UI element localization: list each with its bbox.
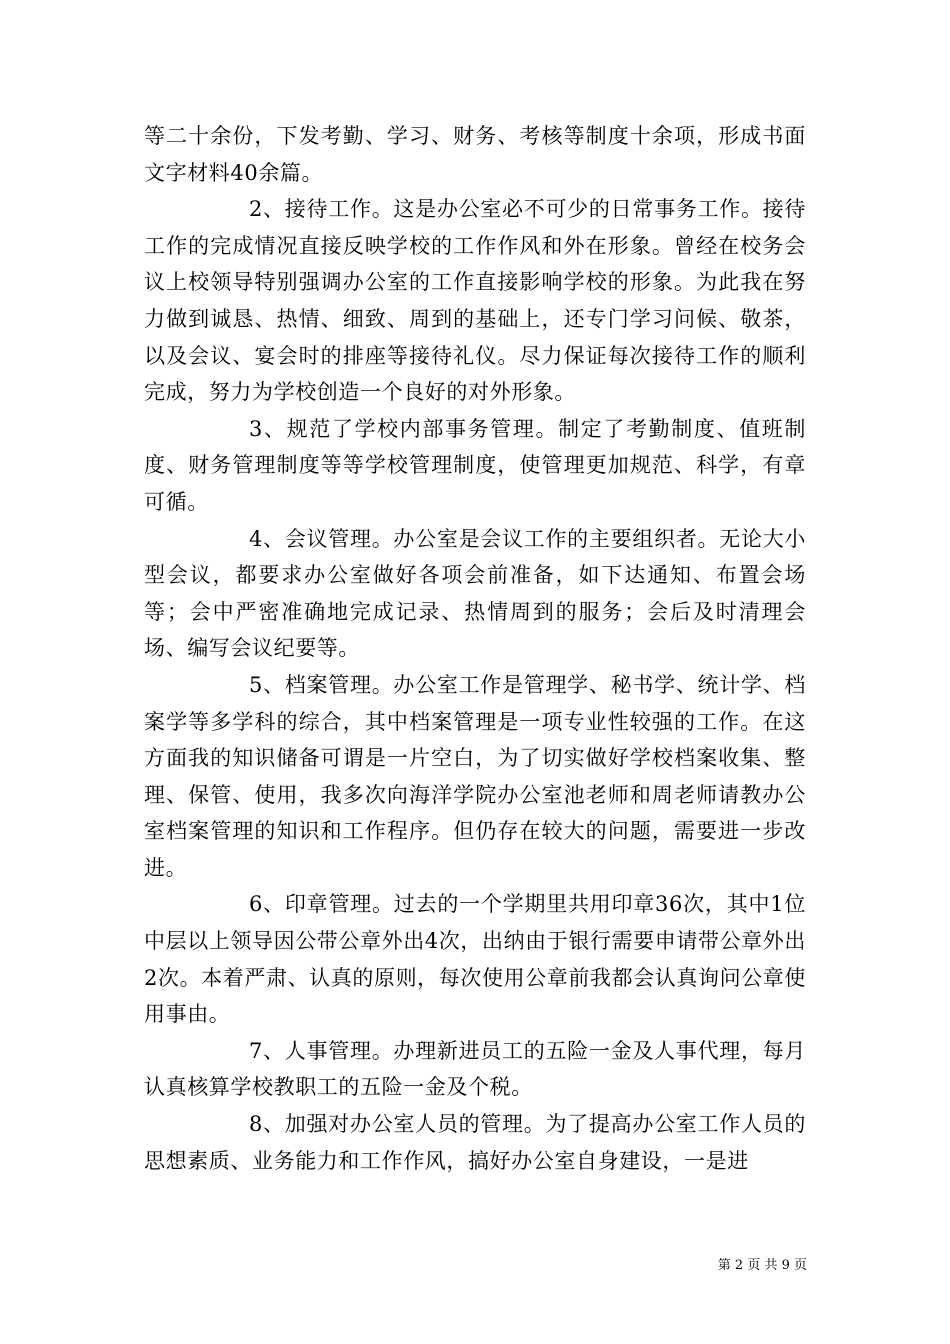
- paragraph-personnel-management: 7、人事管理。办理新进员工的五险一金及人事代理，每月认真核算学校教职工的五险一金及个税。: [144, 1038, 806, 1100]
- page-number-footer: 第 2 页 共 9 页: [717, 1258, 807, 1273]
- paragraph-meeting-management: 4、会议管理。办公室是会议工作的主要组织者。无论大小型会议，都要求办公室做好各项会前准备，如下达通知、布置会场等；会中严密准确地完成记录、热情周到的服务；会后及时清理会场、编写会议纪要等。: [144, 526, 806, 661]
- document-body: [144, 118, 806, 1179]
- paragraph-archive-management: 5、档案管理。办公室工作是管理学、秘书学、统计学、档案学等多学科的综合，其中档案管理是一项专业性较强的工作。在这方面我的知识储备可谓是一片空白，为了切实做好学校档案收集、整理、保管、使用，我多次向海洋学院办公室池老师和周老师请教办公室档案管理的知识和工作程序。但仍存在较大的问题，需要进一步改进。: [144, 672, 806, 880]
- paragraph-seal-management: 6、印章管理。过去的一个学期里共用印章36次，其中1位中层以上领导因公带公章外出4次，出纳由于银行需要申请带公章外出2次。本着严肃、认真的原则，每次使用公章前我都会认真询问公章使用事由。: [144, 892, 806, 1027]
- paragraph-internal-affairs: 3、规范了学校内部事务管理。制定了考勤制度、值班制度、财务管理制度等等学校管理制度，使管理更加规范、科学，有章可循。: [144, 416, 806, 514]
- paragraph-reception: 2、接待工作。这是办公室必不可少的日常事务工作。接待工作的完成情况直接反映学校的工作作风和外在形象。曾经在校务会议上校领导特别强调办公室的工作直接影响学校的形象。为此我在努力做到诚恳、热情、细致、周到的基础上，还专门学习问候、敬茶，以及会议、宴会时的排座等接待礼仪。尽力保证每次接待工作的顺利完成，努力为学校创造一个良好的对外形象。: [144, 197, 806, 405]
- paragraph-continuation: 等二十余份，下发考勤、学习、财务、考核等制度十余项，形成书面文字材料40余篇。: [144, 124, 806, 185]
- paragraph-office-staff-management: 8、加强对办公室人员的管理。为了提高办公室工作人员的思想素质、业务能力和工作作风，搞好办公室自身建设，一是进: [144, 1112, 806, 1173]
